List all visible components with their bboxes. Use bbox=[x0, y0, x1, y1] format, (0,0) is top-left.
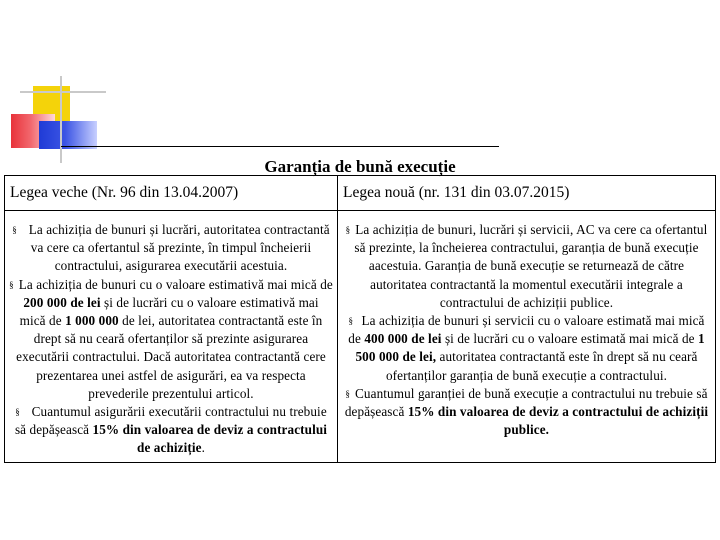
decorative-logo bbox=[0, 0, 110, 165]
old-law-cell bbox=[5, 211, 338, 463]
old-law-paragraph-1: § La achiziția de bunuri și lucrări, autoritatea contractantă va cere ca ofertantul să prezinte, în timpul încheierii contractului, asigurarea executării acestuia. bbox=[12, 222, 330, 274]
bullet-icon: § bbox=[345, 388, 351, 399]
old-law-paragraph-2: § La achiziția de bunuri cu o valoare estimativă mai mică de 200 000 de lei și de lucrări cu o valoare estimativă mai mică de 1 000 000 de lei, autoritatea contractantă este în drept să nu ceară ofertanților să prezinte asigurarea executării contractului. Dacă autoritatea contractantă cere prezentarea unei astfel de asigurări, ea va respecta prevederile prezentului articol. bbox=[9, 276, 333, 401]
new-law-cell bbox=[338, 211, 716, 463]
logo-horizontal-line bbox=[20, 91, 106, 93]
new-law-paragraph-2: § La achiziția de bunuri și servicii cu o valoare estimată mai mică de 400 000 de lei și de lucrări cu o valoare estimată mai mică de 1 500 000 de lei, autoritatea contractantă este în drept să nu ceară ofertanților garanția de bună execuție a contractului. bbox=[348, 313, 705, 383]
bullet-icon: § bbox=[345, 225, 351, 235]
logo-vertical-line bbox=[60, 76, 62, 163]
bullet-icon: § bbox=[9, 279, 14, 290]
title-rule bbox=[61, 146, 499, 147]
table-header-row bbox=[5, 176, 716, 211]
new-law-header: Legea nouă (nr. 131 din 03.07.2015) bbox=[338, 176, 716, 211]
table-body-row bbox=[5, 211, 716, 463]
new-law-paragraph-1: § La achiziția de bunuri, lucrări și servicii, AC va cere ca ofertantul să prezinte, la încheierea contractului, garanția de bună execuție aacestuia. Garanția de bună execuție se returnează de către autoritatea contractantă la momentul executării integrale a contractului de achiziții publice. bbox=[345, 222, 708, 310]
comparison-table bbox=[4, 175, 716, 463]
old-law-paragraph-3: § Cuantumul asigurării executării contractului nu trebuie să depășească 15% din valoarea de deviz a contractului de achiziție. bbox=[14, 404, 328, 456]
bullet-icon: § bbox=[12, 225, 17, 235]
new-law-paragraph-3: § Cuantumul garanției de bună execuție a contractului nu trebuie să depășească 15% din valoarea de deviz a contractului de achiziții publice. bbox=[344, 385, 709, 438]
bullet-icon: § bbox=[348, 316, 354, 327]
bullet-icon: § bbox=[15, 407, 20, 418]
blue-square bbox=[39, 121, 97, 149]
slide-title: Garanția de bună execuție bbox=[264, 157, 456, 176]
old-law-header: Legea veche (Nr. 96 din 13.04.2007) bbox=[5, 176, 338, 211]
